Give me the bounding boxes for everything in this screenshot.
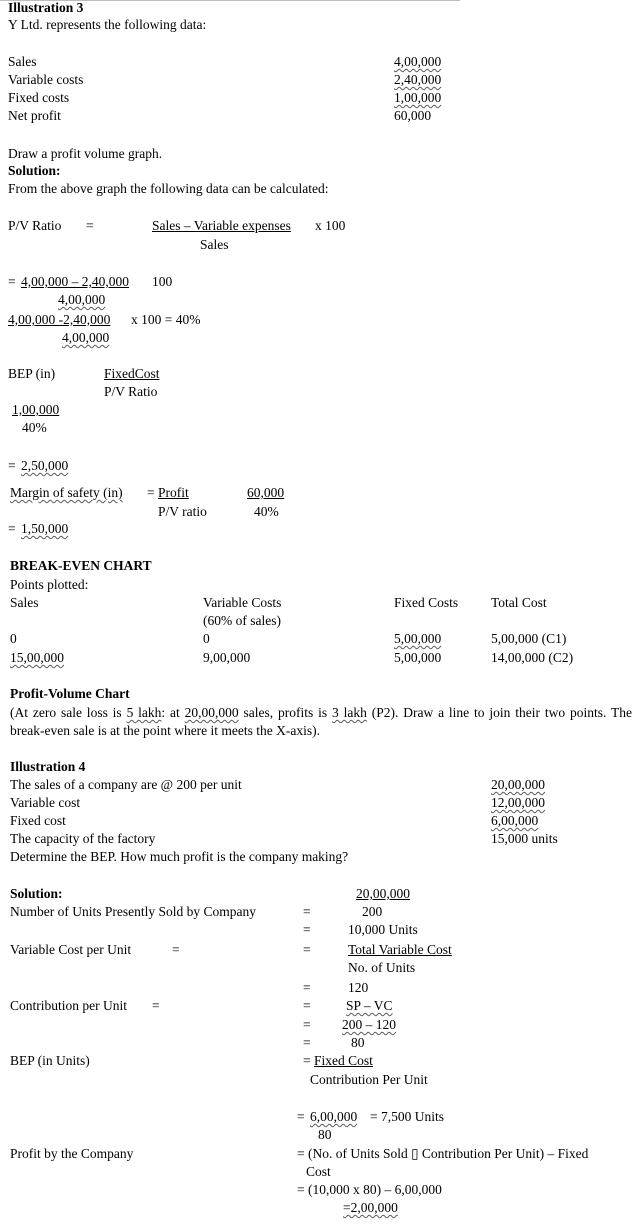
bepu-calc-denominator: 80 xyxy=(318,1127,332,1142)
cpu-equals: = xyxy=(303,998,311,1013)
cpu-calc: 200 – 120 xyxy=(342,1017,396,1032)
calc1-100: 100 xyxy=(152,274,173,289)
vcu-result-equals: = xyxy=(303,980,311,995)
variable-costs-value: 2,40,000 xyxy=(394,72,442,87)
pv-text: 3 lakh xyxy=(332,705,367,720)
mos-numerator: Profit xyxy=(158,485,189,500)
cpu-result: 80 xyxy=(351,1035,365,1050)
table-cell: 9,00,000 xyxy=(203,650,251,665)
mos-value-denominator: 40% xyxy=(254,504,279,519)
table-cell: 0 xyxy=(10,631,17,646)
cpu-label: Contribution per Unit xyxy=(10,998,127,1013)
bep-numerator: FixedCost xyxy=(104,366,160,381)
net-profit-label: Net profit xyxy=(8,108,61,123)
calc2-denominator: 4,00,000 xyxy=(62,330,110,345)
ill4-row-label: Variable cost xyxy=(10,795,81,810)
column-header-fixed-costs: Fixed Costs xyxy=(394,595,459,610)
table-cell: 0 xyxy=(203,631,210,646)
calc1-numerator: 4,00,000 – 2,40,000 xyxy=(21,274,129,289)
vcu-equals: = xyxy=(303,942,311,957)
sales-label: Sales xyxy=(8,54,37,69)
sales-value: 4,00,000 xyxy=(394,54,442,69)
column-header-variable-costs: Variable Costs xyxy=(203,595,282,610)
profit-volume-paragraph xyxy=(10,704,632,740)
table-cell: 5,00,000 (C1) xyxy=(491,631,567,646)
table-cell: 5,00,000 xyxy=(394,631,442,646)
ill4-question: Determine the BEP. How much profit is the company making? xyxy=(10,849,349,864)
table-cell: 15,00,000 xyxy=(10,650,64,665)
profit-volume-heading: Profit-Volume Chart xyxy=(10,686,130,701)
calc2-rest: x 100 = 40% xyxy=(131,312,201,327)
ill4-row-label: Fixed cost xyxy=(10,813,66,828)
bep-result-equals: = xyxy=(8,458,16,473)
solution-heading: Solution: xyxy=(8,163,61,178)
units-result: 10,000 Units xyxy=(348,922,418,937)
calc2-numerator: 4,00,000 -2,40,000 xyxy=(8,312,111,327)
vcu-label-equals: = xyxy=(172,942,180,957)
illustration-4-heading: Illustration 4 xyxy=(10,759,86,774)
pv-text: (At zero sale loss is xyxy=(10,705,127,720)
net-profit-value: 60,000 xyxy=(394,108,432,123)
fixed-costs-value: 1,00,000 xyxy=(394,90,442,105)
bepu-numerator: Fixed Cost xyxy=(314,1053,373,1068)
units-numerator: 20,00,000 xyxy=(356,886,410,901)
cpu-formula: SP – VC xyxy=(346,998,393,1013)
column-header-sales: Sales xyxy=(10,595,39,610)
units-label: Number of Units Presently Sold by Company xyxy=(10,904,256,919)
units-denominator: 200 xyxy=(362,904,383,919)
pv-ratio-x100: x 100 xyxy=(315,218,346,233)
ill4-row-value: 20,00,000 xyxy=(491,777,545,792)
pv-text: 5 lakh xyxy=(126,705,162,720)
table-cell: 5,00,000 xyxy=(394,650,442,665)
ill4-row-value: 15,000 units xyxy=(491,831,558,846)
units-equals: = xyxy=(303,904,311,919)
mos-label: Margin of safety (in) xyxy=(10,485,123,500)
bep-denominator: P/V Ratio xyxy=(104,384,158,399)
profit-result: =2,00,000 xyxy=(343,1200,398,1215)
illustration-3-heading: Illustration 3 xyxy=(8,0,84,15)
bep-result: 2,50,000 xyxy=(21,458,69,473)
bep-value-denominator: 40% xyxy=(22,420,47,435)
bepu-calc-numerator: 6,00,000 xyxy=(310,1109,358,1124)
cpu-label-equals: = xyxy=(152,998,160,1013)
pv-ratio-denominator: Sales xyxy=(200,237,229,252)
solution-intro: From the above graph the following data can be calculated: xyxy=(8,181,329,196)
variable-costs-note: (60% of sales) xyxy=(203,613,281,628)
pv-text: (P2). Draw a line to join their two points. The break-even sale is at the point where it meets the X-axis). xyxy=(10,705,632,738)
pv-text: sales, profits is xyxy=(238,705,332,720)
units-result-equals: = xyxy=(303,922,311,937)
ill4-row-value: 12,00,000 xyxy=(491,795,545,810)
column-header-total-cost: Total Cost xyxy=(491,595,547,610)
pv-ratio-numerator: Sales – Variable expenses xyxy=(152,218,291,233)
calc1-equals: = xyxy=(8,274,16,289)
fixed-costs-label: Fixed costs xyxy=(8,90,70,105)
mos-result: 1,50,000 xyxy=(21,521,69,536)
bep-value-numerator: 1,00,000 xyxy=(12,402,60,417)
variable-costs-label: Variable costs xyxy=(8,72,84,87)
mos-value-numerator: 60,000 xyxy=(247,485,285,500)
vcu-denominator: No. of Units xyxy=(348,960,416,975)
mos-result-equals: = xyxy=(8,521,16,536)
mos-equals: = xyxy=(147,485,155,500)
bepu-calc-equals: = xyxy=(297,1109,305,1124)
bepu-label: BEP (in Units) xyxy=(10,1053,90,1068)
cpu-result-equals: = xyxy=(303,1035,311,1050)
vcu-label: Variable Cost per Unit xyxy=(10,942,132,957)
bepu-calc-rest: = 7,500 Units xyxy=(370,1109,444,1124)
ill4-solution-heading: Solution: xyxy=(10,886,63,901)
profit-label: Profit by the Company xyxy=(10,1146,134,1161)
task-text: Draw a profit volume graph. xyxy=(8,146,163,161)
illustration-3-intro: Y Ltd. represents the following data: xyxy=(8,17,207,32)
bep-label: BEP (in) xyxy=(8,366,56,381)
ill4-row-value: 6,00,000 xyxy=(491,813,539,828)
vcu-result: 120 xyxy=(348,980,369,995)
profit-formula: = (No. of Units Sold ▯ Contribution Per Unit) – Fixed xyxy=(297,1146,589,1161)
bepu-equals: = xyxy=(303,1053,311,1068)
pv-text: : at xyxy=(161,705,185,720)
ill4-row-label: The sales of a company are @ 200 per unit xyxy=(10,777,242,792)
bepu-denominator: Contribution Per Unit xyxy=(310,1072,428,1087)
pv-text: 20,00,000 xyxy=(184,705,239,720)
mos-denominator: P/V ratio xyxy=(158,504,207,519)
profit-calc: = (10,000 x 80) – 6,00,000 xyxy=(297,1182,442,1197)
vcu-numerator: Total Variable Cost xyxy=(348,942,452,957)
pv-ratio-label: P/V Ratio xyxy=(8,218,62,233)
profit-formula-continued: Cost xyxy=(306,1164,331,1179)
ill4-row-label: The capacity of the factory xyxy=(10,831,156,846)
points-plotted-label: Points plotted: xyxy=(10,577,89,592)
break-even-chart-heading: BREAK-EVEN CHART xyxy=(10,558,152,573)
pv-ratio-equals: = xyxy=(86,218,94,233)
table-cell: 14,00,000 (C2) xyxy=(491,650,574,665)
calc1-denominator: 4,00,000 xyxy=(58,292,106,307)
cpu-calc-equals: = xyxy=(303,1017,311,1032)
